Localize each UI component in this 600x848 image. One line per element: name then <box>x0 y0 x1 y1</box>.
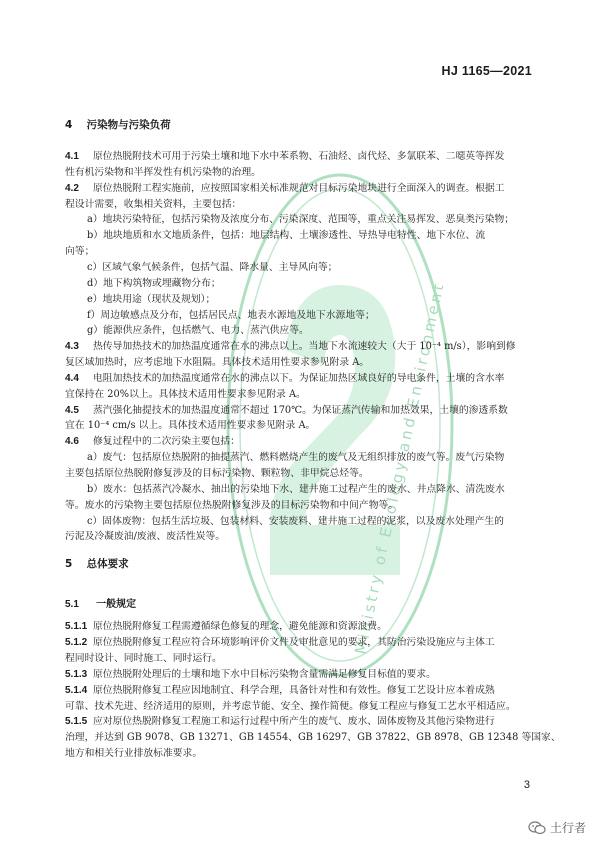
paragraph-line <box>65 181 535 197</box>
paragraph-line <box>65 371 535 387</box>
paragraph-line <box>65 260 535 276</box>
line-text: 原位热脱附修复工程需遵循绿色修复的理念，避免能源和资源浪费。 <box>93 621 387 632</box>
paragraph-line <box>65 746 535 762</box>
line-text: 电阻加热技术的加热温度通常在水的沸点以下。为保证加热区域良好的导电条件，土壤的含水率 <box>93 372 505 384</box>
line-text: b）地块地质和水文地质条件，包括：地层结构、土壤渗透性、导热导电特性、地下水位、流 <box>87 230 486 242</box>
subsection-5-1-heading <box>65 597 535 613</box>
clause-number: 4.2 <box>65 182 79 194</box>
paragraph-line <box>65 498 535 514</box>
clause-number: 5.1.1 <box>65 621 88 632</box>
line-text: 可靠、技术先进、经济适用的原则，并考虑节能、安全、操作简便。修复工程应与修复工艺水平相适应。 <box>65 700 516 712</box>
clause-number: 4.1 <box>65 151 79 162</box>
paragraph-line <box>65 228 535 244</box>
paragraph-line <box>65 683 535 699</box>
paragraph-line <box>65 635 535 651</box>
paragraph-line <box>65 403 535 419</box>
paragraph-line <box>65 619 535 635</box>
paragraph-line <box>65 212 535 228</box>
clause-number: 5.1.4 <box>65 684 88 696</box>
section-title: 总体要求 <box>86 558 129 570</box>
paragraph-line <box>65 651 535 667</box>
line-text: c）区域气象气候条件，包括气温、降水量、主导风向等； <box>87 261 338 273</box>
clause-number: 5.1.3 <box>65 668 88 680</box>
section-title: 污染物与污染负荷 <box>86 119 171 131</box>
line-text: 原位热脱附工程实施前，应按照国家相关标准规范对目标污染地块进行全面深入的调查。根据工 <box>93 182 505 194</box>
paragraph-line <box>65 730 561 746</box>
line-text: 污泥及冷凝废油/废液、废活性炭等。 <box>65 531 226 543</box>
paragraph-line <box>65 165 535 181</box>
line-text: 地方和相关行业排放标准要求。 <box>65 748 203 760</box>
paragraph-line <box>65 197 535 213</box>
paragraph-line <box>65 466 535 482</box>
paragraph-line <box>65 308 535 324</box>
line-text: c）固体废物：包括生活垃圾、包装材料、安装废料、建井施工过程的泥浆，以及废水处理产生的 <box>87 515 504 527</box>
paragraph-line <box>65 714 535 730</box>
line-text: 修复过程中的二次污染主要包括： <box>93 436 240 448</box>
line-text: 原位热脱附修复工程应符合环境影响评价文件及审批意见的要求，其防治污染设施应与主体工 <box>93 636 495 648</box>
line-text: 性有机污染物和半挥发性有机污染物的治理。 <box>65 166 261 178</box>
line-text: 向等； <box>65 246 95 258</box>
line-text: 宜保持在 20%以上。具体技术适用性要求参见附录 A。 <box>65 388 306 400</box>
line-text: 热传导加热技术的加热温度通常在水的沸点以上。当地下水流速较大（大于 10⁻⁴ m/s），影响到修 <box>93 341 516 353</box>
line-text: 主要包括原位热脱附修复涉及的目标污染物、颗粒物、非甲烷总烃等。 <box>65 468 369 479</box>
section-number: 4 <box>65 119 73 131</box>
paragraph-line <box>65 276 535 292</box>
line-text: g）能源供应条件，包括燃气、电力、蒸汽供应等。 <box>87 325 309 337</box>
paragraph-line <box>65 292 535 308</box>
line-text: 宜在 10⁻⁴ cm/s 以上。具体技术适用性要求参见附录 A。 <box>65 420 316 432</box>
brand-watermark <box>528 819 586 836</box>
line-text: a）废气：包括原位热脱附的抽提蒸汽、燃料燃烧产生的废气及无组织排放的废气等。废气污染物 <box>87 452 505 464</box>
line-text: 原位热脱附技术可用于污染土壤和地下水中苯系物、石油烃、卤代烃、多氯联苯、二噁英等挥发 <box>93 151 505 162</box>
paragraph-line <box>65 339 535 355</box>
paragraph-line <box>65 387 535 403</box>
line-text: 复区域加热时，应考虑地下水阻隔。具体技术适用性要求参见附录 A。 <box>65 357 370 369</box>
line-text: 原位热脱附修复工程应因地制宜、科学合理，具备针对性和有效性。修复工艺设计应本着成熟 <box>93 684 495 696</box>
paragraph-line <box>65 244 535 260</box>
clause-number: 4.4 <box>65 372 79 384</box>
paragraph-line <box>65 450 535 466</box>
line-text: b）废水：包括蒸汽冷凝水、抽出的污染地下水、建井施工过程产生的废水、井点降水、清洗废水 <box>87 483 505 495</box>
clause-number: 5.1.5 <box>65 716 88 728</box>
page-number: 3 <box>523 779 530 791</box>
clause-number: 4.3 <box>65 341 79 353</box>
line-text: a）地块污染特征，包括污染物及浓度分布、污染深度、范围等，重点关注易挥发、恶臭类污染物； <box>87 214 515 226</box>
subsection-title: 一般规定 <box>96 599 137 610</box>
line-text: 程同时设计、同时施工、同时运行。 <box>65 652 222 664</box>
brand-name: 土行者 <box>549 821 586 835</box>
clause-number: 4.6 <box>65 436 79 448</box>
line-text: e）地块用途（现状及规划）； <box>87 293 216 305</box>
section-4-heading <box>65 117 171 132</box>
standard-number: HJ 1165—2021 <box>441 64 532 78</box>
watermark-text: Ministry of Ecology and Environment <box>351 279 449 656</box>
subsection-number: 5.1 <box>65 599 79 610</box>
paragraph-line <box>65 149 535 165</box>
paragraph-line <box>65 355 535 371</box>
paragraph-line <box>65 514 535 530</box>
section-5-heading <box>65 556 129 571</box>
paragraph-line <box>65 482 535 498</box>
paragraph-line <box>65 699 535 715</box>
line-text: 等。废水的污染物主要包括原位热脱附修复涉及的目标污染物和中间产物等。 <box>65 499 399 511</box>
clause-number: 4.5 <box>65 404 79 416</box>
wechat-icon <box>528 821 546 835</box>
line-text: 蒸汽强化抽提技术的加热温度通常不超过 170℃。为保证蒸汽传输和加热效果，土壤的渗透系数 <box>93 404 508 416</box>
paragraph-line <box>65 323 535 339</box>
line-text: 原位热脱附处理后的土壤和地下水中目标污染物含量需满足修复目标值的要求。 <box>93 668 436 680</box>
line-text: f）周边敏感点及分布，包括居民点、地表水源地及地下水源地等； <box>87 309 375 321</box>
paragraph-line <box>65 434 535 450</box>
paragraph-line <box>65 667 535 683</box>
line-text: d）地下构筑物或埋藏物分布； <box>87 277 221 289</box>
section-number: 5 <box>65 558 73 570</box>
line-text: 程设计需要，收集相关资料，主要包括： <box>65 198 242 210</box>
paragraph-line <box>65 418 535 434</box>
line-text: 应对原位热脱附修复工程施工和运行过程中所产生的废气、废水、固体废物及其他污染物进行 <box>93 716 495 728</box>
clause-number: 5.1.2 <box>65 636 88 648</box>
line-text: 治理，并达到 GB 9078、GB 13271、GB 14554、GB 16297、GB 37822、GB 8978、GB 12348 等国家、 <box>65 732 561 744</box>
paragraph-line <box>65 529 535 545</box>
